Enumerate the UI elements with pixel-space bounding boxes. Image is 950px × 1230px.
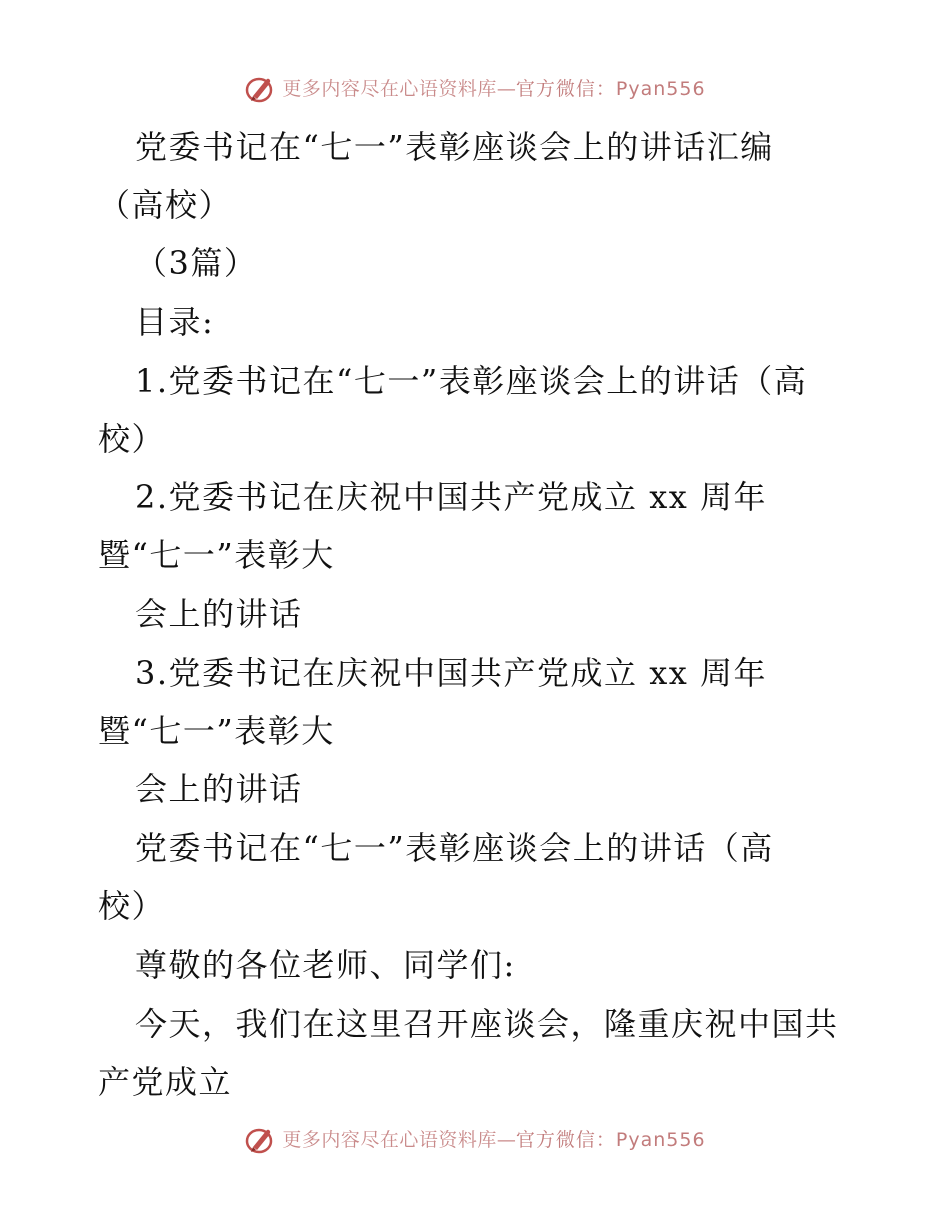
salutation: 尊敬的各位老师、同学们: — [135, 946, 516, 984]
toc-item-1-continued: 校） — [98, 420, 166, 458]
watermark-main-text: 更多内容尽在心语资料库 — [282, 78, 497, 100]
toc-item-2-end: 会上的讲话 — [135, 595, 303, 633]
watermark-separator: — — [496, 1129, 516, 1151]
document-title-continued: （高校） — [98, 186, 233, 224]
watermark-separator: — — [496, 78, 516, 100]
body-paragraph: 今天，我们在这里召开座谈会，隆重庆祝中国共 — [135, 1005, 839, 1043]
body-paragraph-continued: 产党成立 — [98, 1063, 233, 1101]
toc-heading: 目录: — [135, 303, 215, 341]
toc-item-3-continued: 暨“七一”表彰大 — [98, 712, 335, 750]
pen-logo-icon — [244, 1125, 278, 1155]
watermark-wechat-text: 官方微信：Pyan556 — [515, 1129, 706, 1151]
watermark-wechat-text: 官方微信：Pyan556 — [515, 78, 706, 100]
header-watermark — [0, 74, 950, 104]
section-heading: 党委书记在“七一”表彰座谈会上的讲话（高 — [135, 829, 774, 867]
footer-watermark — [0, 1125, 950, 1155]
toc-item-2: 2.党委书记在庆祝中国共产党成立 xx 周年 — [135, 478, 767, 516]
toc-item-3-end: 会上的讲话 — [135, 770, 303, 808]
section-heading-continued: 校） — [98, 887, 166, 925]
toc-item-1: 1.党委书记在“七一”表彰座谈会上的讲话（高 — [135, 362, 808, 400]
document-title: 党委书记在“七一”表彰座谈会上的讲话汇编 — [135, 128, 774, 166]
watermark-main-text: 更多内容尽在心语资料库 — [282, 1129, 497, 1151]
toc-item-3: 3.党委书记在庆祝中国共产党成立 xx 周年 — [135, 654, 767, 692]
document-count: （3篇） — [135, 244, 258, 282]
toc-item-2-continued: 暨“七一”表彰大 — [98, 536, 335, 574]
pen-logo-icon — [244, 74, 278, 104]
